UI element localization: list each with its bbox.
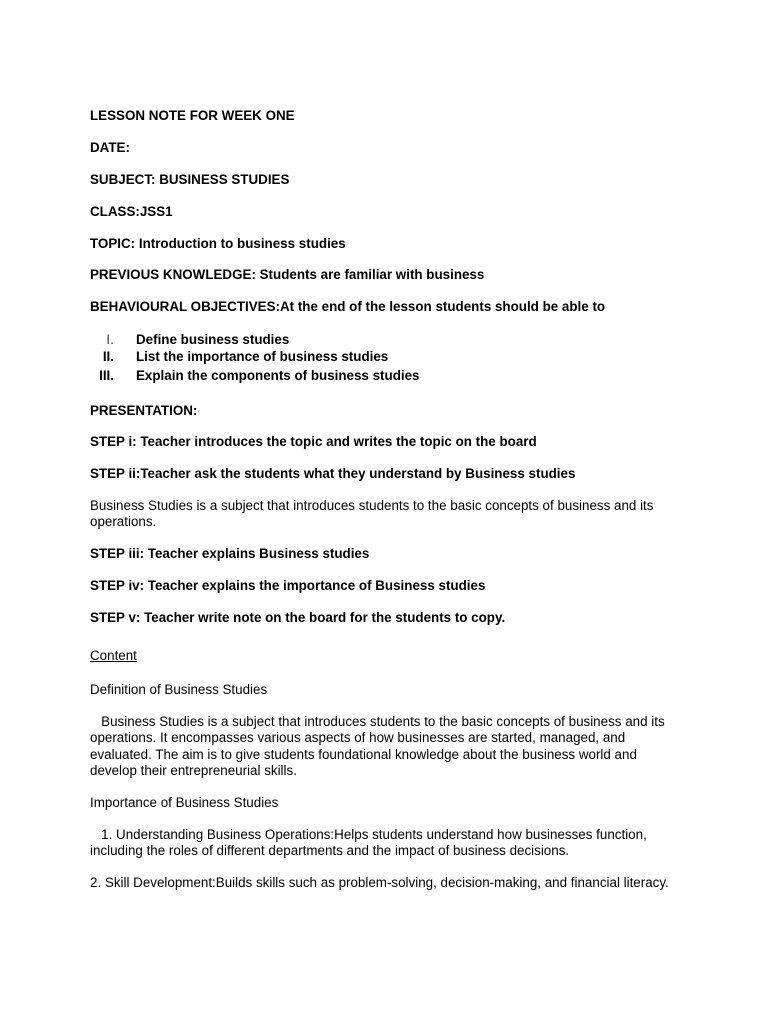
objective-text: List the importance of business studies <box>136 349 389 364</box>
definition-heading: Definition of Business Studies <box>90 682 268 697</box>
objective-numeral: III. <box>99 368 114 383</box>
subject-line: SUBJECT: BUSINESS STUDIES <box>90 172 290 187</box>
topic-line: TOPIC: Introduction to business studies <box>90 236 346 251</box>
lesson-title: LESSON NOTE FOR WEEK ONE <box>90 108 295 123</box>
class-line: CLASS:JSS1 <box>90 204 173 219</box>
content-heading: Content <box>90 648 137 663</box>
importance-item-2: 2. Skill Development:Builds skills such as problem-solving, decision-making, and financial literacy. <box>90 875 669 890</box>
importance-item-1: 1. Understanding Business Operations:Helps students understand how businesses function, including the roles of different departments and the impact of business decisions. <box>90 827 651 859</box>
objective-text: Define business studies <box>136 332 290 347</box>
objective-numeral: II. <box>102 349 114 364</box>
objective-numeral: I. <box>106 331 114 347</box>
previous-knowledge-line: PREVIOUS KNOWLEDGE: Students are familiar with business <box>90 267 485 282</box>
importance-heading: Importance of Business Studies <box>90 795 279 810</box>
step-4: STEP iv: Teacher explains the importance of Business studies <box>90 578 486 593</box>
behavioural-objectives-line: BEHAVIOURAL OBJECTIVES:At the end of the lesson students should be able to <box>90 299 606 314</box>
step-1: STEP i: Teacher introduces the topic and writes the topic on the board <box>90 434 537 449</box>
date-label: DATE: <box>90 140 130 155</box>
step-2: STEP ii:Teacher ask the students what they understand by Business studies <box>90 466 576 481</box>
objective-text: Explain the components of business studies <box>136 368 420 383</box>
step-2-answer: Business Studies is a subject that introduces students to the basic concepts of business and its operations. <box>90 498 654 530</box>
presentation-heading: PRESENTATION: <box>90 403 198 418</box>
step-5: STEP v: Teacher write note on the board for the students to copy. <box>90 610 506 625</box>
definition-paragraph: Business Studies is a subject that introduces students to the basic concepts of business and its operations. It encompasses various aspects of how businesses are started, managed, and evaluated. The aim is to give students foundational knowledge about the business world and develop their entrepreneurial skills. <box>90 714 669 779</box>
step-3: STEP iii: Teacher explains Business studies <box>90 546 370 561</box>
